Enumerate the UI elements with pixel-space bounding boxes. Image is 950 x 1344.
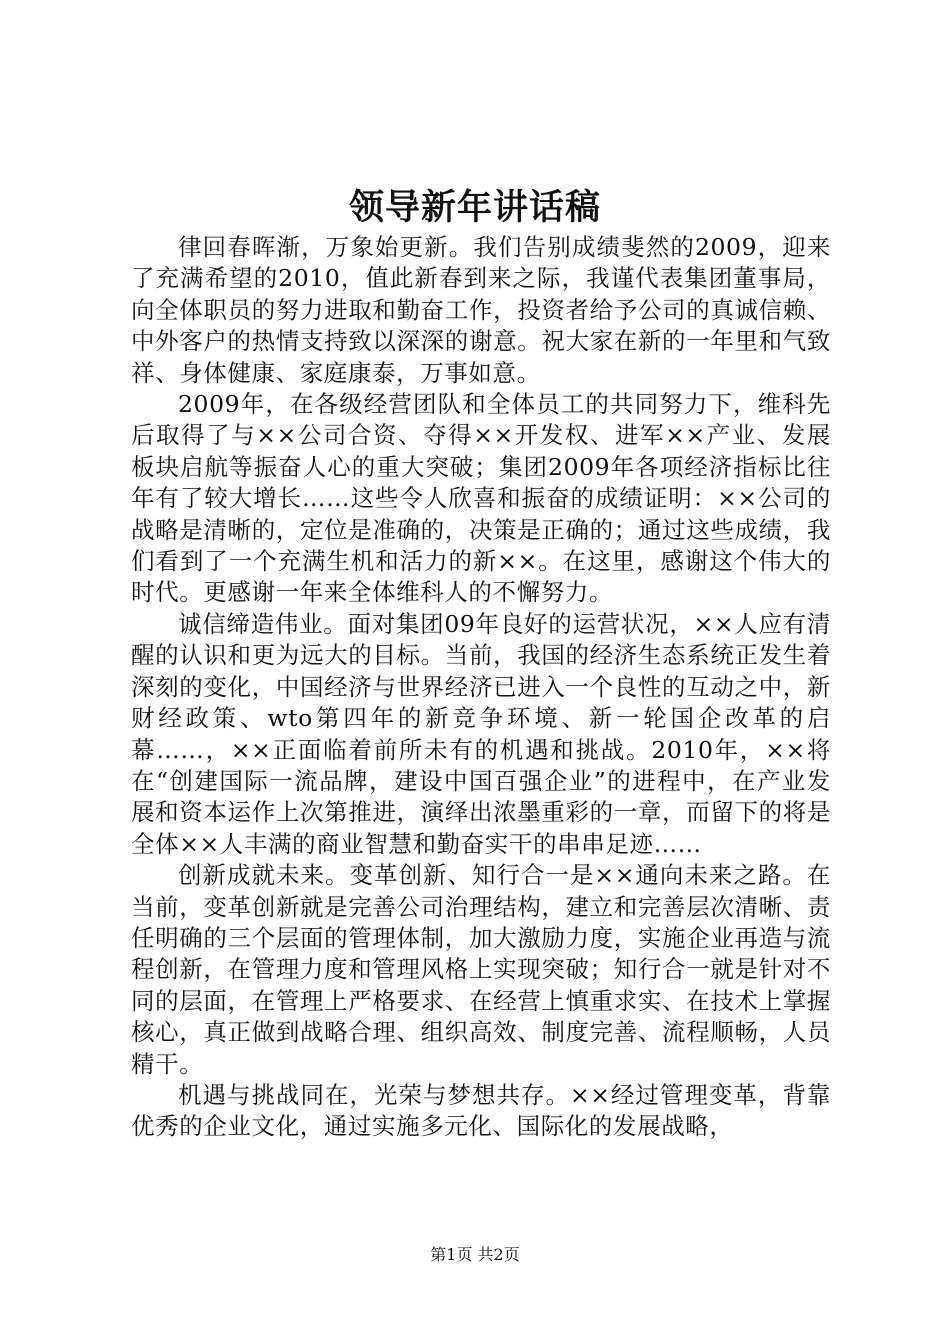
document-body: [131, 232, 831, 1143]
paragraph-3: 诚信缔造伟业。面对集团09年良好的运营状况，××人应有清醒的认识和更为远大的目标。当前，我国的经济生态系统正发生着深刻的变化，中国经济与世界经济已进入一个良性的互动之中，新财经政策、wto第四年的新竞争环境、新一轮国企改革的启幕……，××正面临着前所未有的机遇和挑战。2010年，××将在“创建国际一流品牌，建设中国百强企业”的进程中，在产业发展和资本运作上次第推进，演绎出浓墨重彩的一章，而留下的将是全体××人丰满的商业智慧和勤奋实干的串串足迹……: [131, 609, 831, 858]
page-number-footer: 第1页 共2页: [430, 1245, 520, 1264]
paragraph-2: 2009年，在各级经营团队和全体员工的共同努力下，维科先后取得了与××公司合资、夺得××开发权、进军××产业、发展板块启航等振奋人心的重大突破；集团2009年各项经济指标比往年有了较大增长……这些令人欣喜和振奋的成绩证明：××公司的战略是清晰的，定位是准确的，决策是正确的；通过这些成绩，我们看到了一个充满生机和活力的新××。在这里，感谢这个伟大的时代。更感谢一年来全体维科人的不懈努力。: [131, 390, 831, 607]
document-title: 领导新年讲话稿: [348, 187, 601, 228]
paragraph-5: 机遇与挑战同在，光荣与梦想共存。××经过管理变革，背靠优秀的企业文化，通过实施多元化、国际化的发展战略，: [131, 1080, 831, 1141]
paragraph-4: 创新成就未来。变革创新、知行合一是××通向未来之路。在当前，变革创新就是完善公司治理结构，建立和完善层次清晰、责任明确的三个层面的管理体制，加大激励力度，实施企业再造与流程创新，在管理力度和管理风格上实现突破；知行合一就是针对不同的层面，在管理上严格要求、在经营上慎重求实、在技术上掌握核心，真正做到战略合理、组织高效、制度完善、流程顺畅，人员精干。: [131, 861, 831, 1078]
paragraph-1: 律回春晖渐，万象始更新。我们告别成绩斐然的2009，迎来了充满希望的2010，值此新春到来之际，我谨代表集团董事局，向全体职员的努力进取和勤奋工作，投资者给予公司的真诚信赖、中外客户的热情支持致以深深的谢意。祝大家在新的一年里和气致祥、身体健康、家庭康泰，万事如意。: [131, 233, 831, 387]
